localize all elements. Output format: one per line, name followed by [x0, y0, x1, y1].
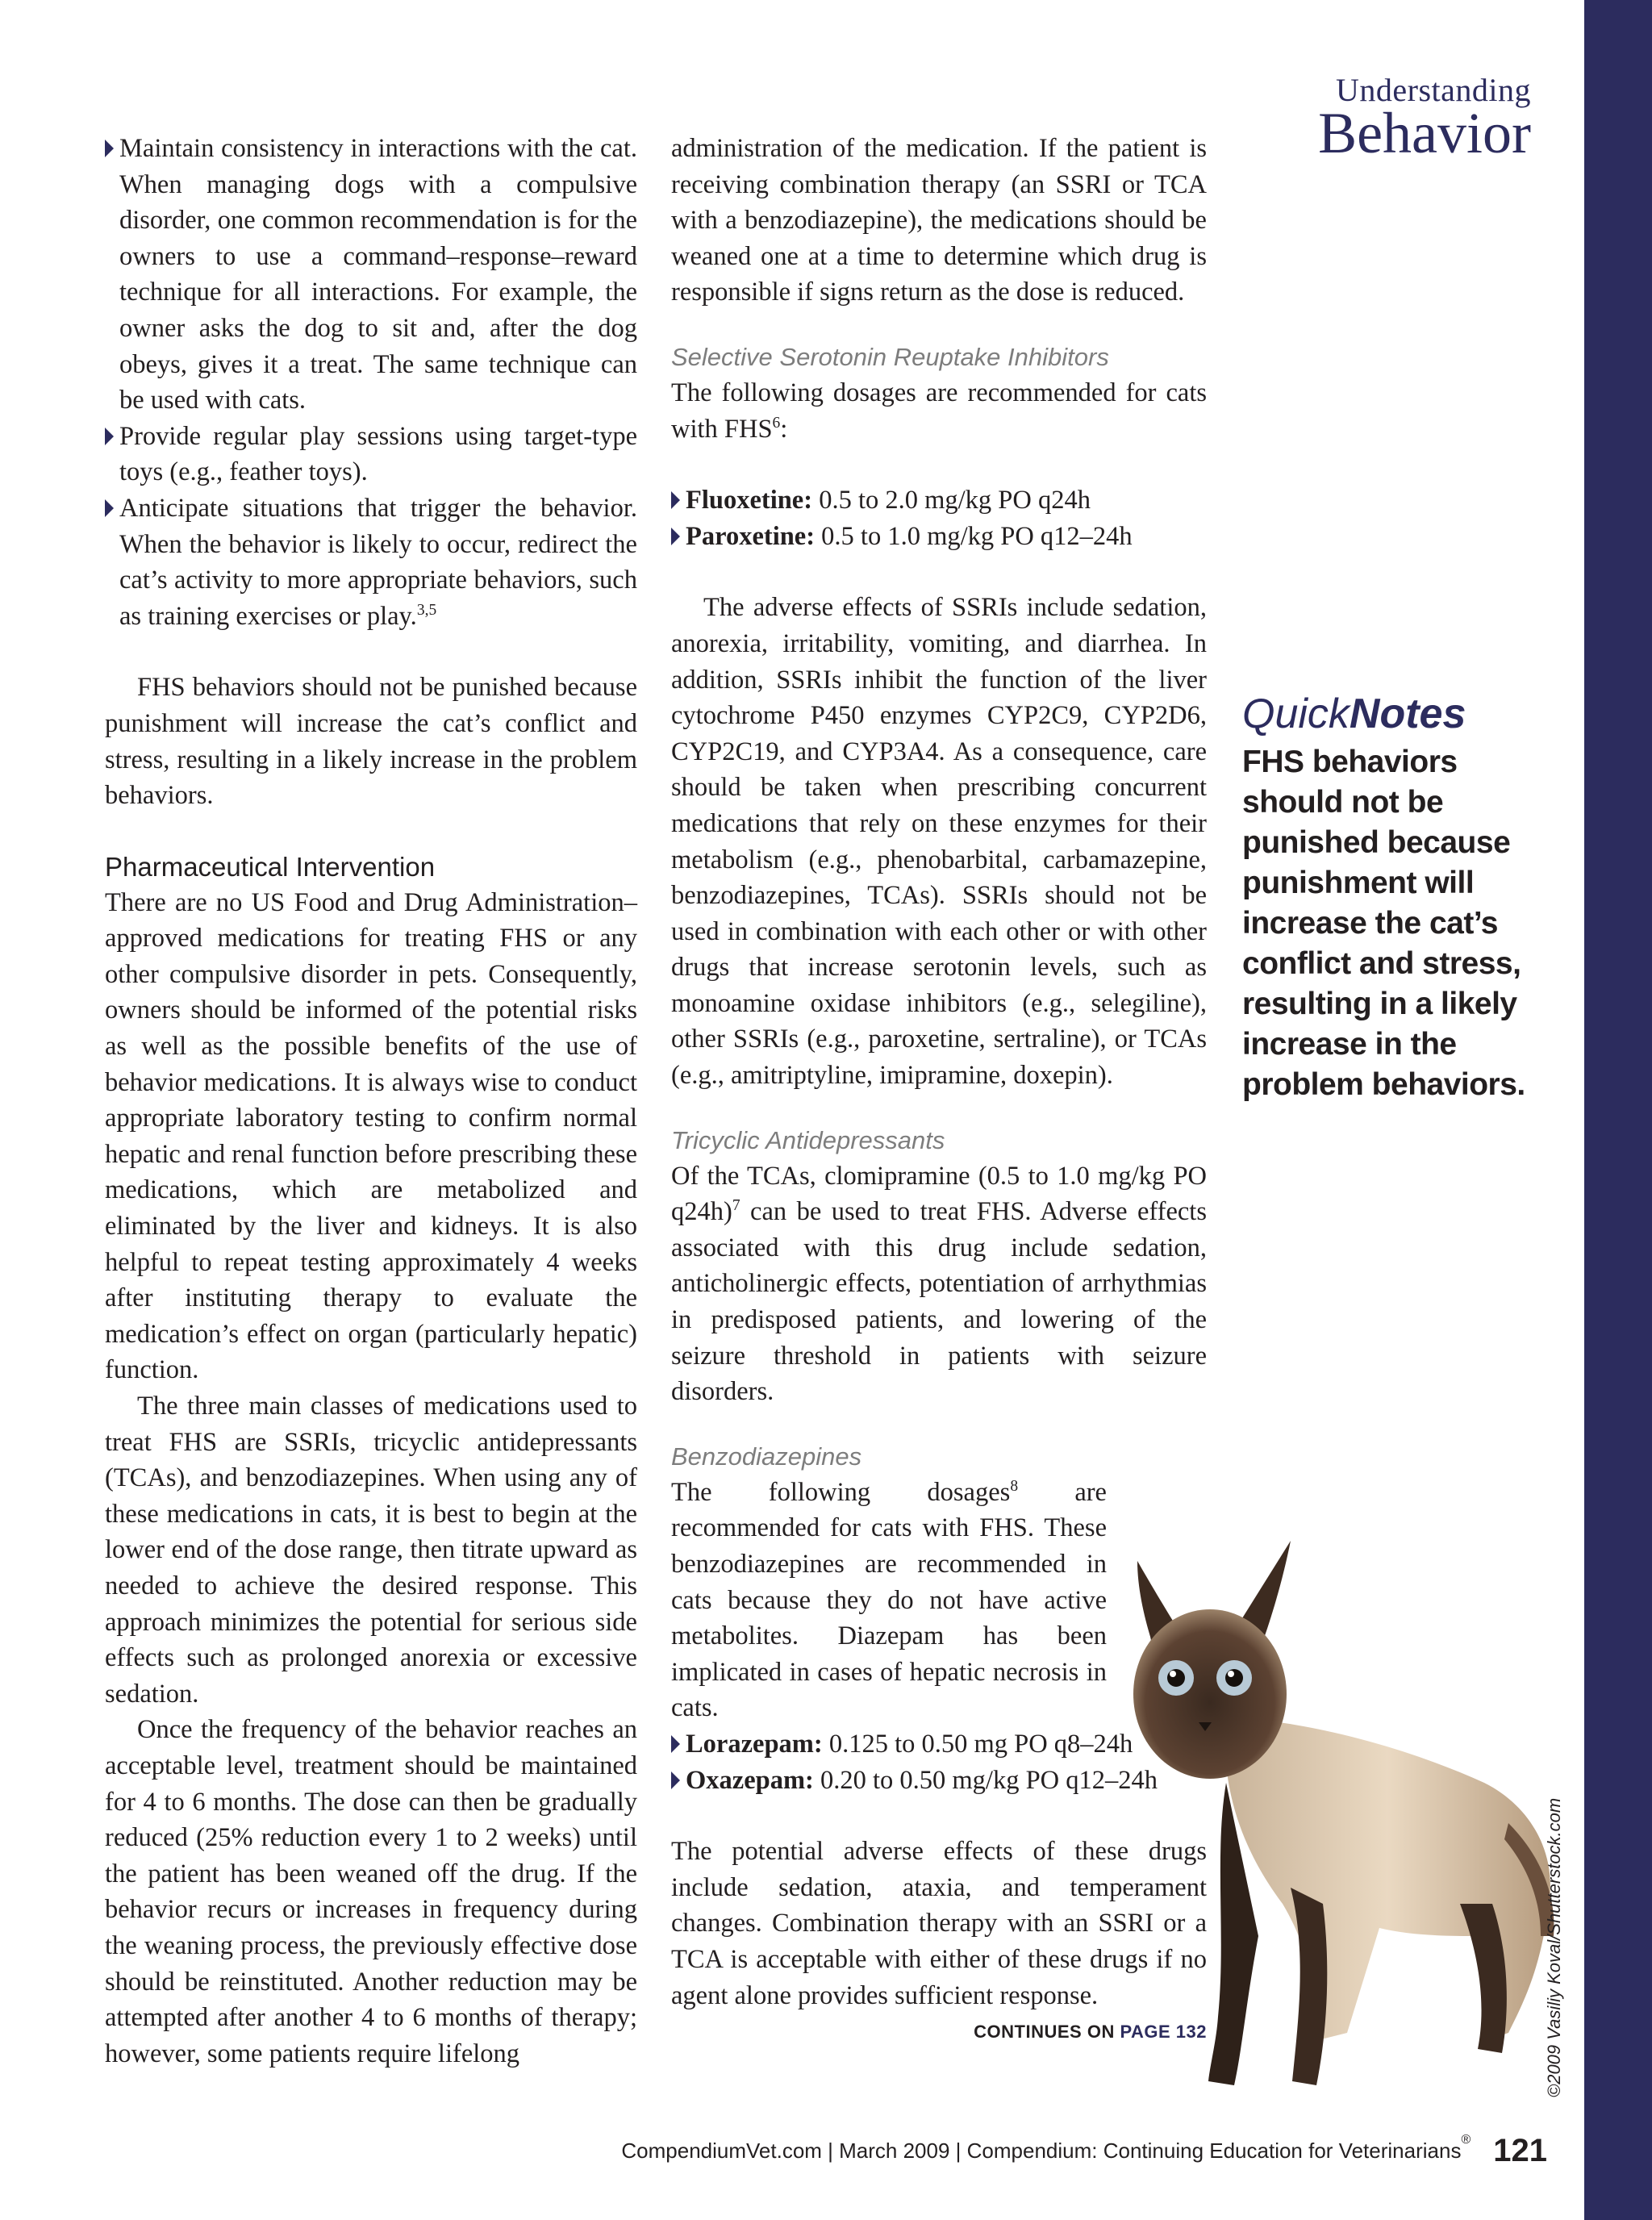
list-item: Paroxetine: 0.5 to 1.0 mg/kg PO q12–24h: [671, 519, 1207, 555]
arrow-bullet-icon: [671, 1771, 680, 1789]
dosage-list: [671, 482, 1207, 554]
quick-notes-box: [1242, 686, 1549, 1105]
quick-notes-body: FHS behaviors should not be punished because punishment will increase the cat’s conflict and stress, resulting in a likely increase in the problem behaviors.: [1242, 745, 1525, 1102]
list-item: Oxazepam: 0.20 to 0.50 mg/kg PO q12–24h: [671, 1763, 1207, 1799]
column-left: [105, 131, 637, 2072]
paragraph: Once the frequency of the behavior reaches an acceptable level, treatment should be maintained for 4 to 6 months. The dose can then be gradually reduced (25% reduction every 1 to 2 weeks) until the patient has been weaned off the drug. If the behavior recurs or increases in frequency during the weaning process, the previously effective dose should be reinstituted. Another reduction may be attempted after another 4 to 6 months of therapy; however, some patients require lifelong: [105, 1715, 637, 2068]
reference-marker: 3,5: [416, 601, 437, 619]
arrow-bullet-icon: [105, 428, 114, 445]
arrow-bullet-icon: [105, 140, 114, 157]
subsection-heading: Tricyclic Antidepressants: [671, 1125, 945, 1154]
paragraph: The adverse effects of SSRIs include sedation, anorexia, irritability, vomiting, and diarrhea. In addition, SSRIs inhibit the function of the liver cytochrome P450 enzymes CYP2C9, CYP2D6, CYP2C19, and CYP3A4. As a consequence, care should be taken when prescribing concurrent medications that rely on these enzymes for their metabolism (e.g., phenobarbital, carbamazepine, benzodiazepines, TCAs). SSRIs should not be used in combination with each other or with other drugs that increase serotonin levels, such as monoamine oxidase inhibitors (e.g., selegiline), other SSRIs (e.g., paroxetine, sertraline), or TCAs (e.g., amitriptyline, imipramine, doxepin).: [671, 593, 1207, 1091]
reference-marker: 8: [1010, 1477, 1019, 1495]
paragraph: Of the TCAs, clomipramine (0.5 to 1.0 mg/kg PO q24h)$^7$ can be used to treat FHS. Adverse effects associated with this drug include sedation, anticholinergic effects, potentiation of arrhythmias in predisposed patients, and lowering of the seizure threshold in patients with seizure disorders.: [671, 1161, 1207, 1407]
paragraph: The following dosages are recommended for cats with FHS$^6$:: [671, 378, 1207, 444]
reference-marker: 7: [732, 1197, 740, 1215]
arrow-bullet-icon: [671, 491, 680, 509]
paragraph: FHS behaviors should not be punished because punishment will increase the cat’s conflict and stress, resulting in a likely increase in the problem behaviors.: [105, 673, 637, 811]
paragraph: administration of the medication. If the patient is receiving combination therapy (an SSRI or TCA with a benzodiazepine), the medications should be weaned one at a time to determine which drug is responsible if signs return as the dose is reduced.: [671, 134, 1207, 307]
continues-note: CONTINUES ON PAGE 132: [974, 2022, 1207, 2043]
footer-text: CompendiumVet.com | March 2009 | Compendium: Continuing Education for Veterinarians: [621, 2139, 1462, 2163]
list-item: Fluoxetine: 0.5 to 2.0 mg/kg PO q24h: [671, 482, 1207, 519]
paragraph: The potential adverse effects of these drugs include sedation, ataxia, and temperament changes. Combination therapy with an SSRI or a TCA is acceptable with either of these drugs if no agent alone provides sufficient response.: [671, 1837, 1207, 2010]
paragraph: There are no US Food and Drug Administration–approved medications for treating FHS or any other compulsive disorder in pets. Consequently, owners should be informed of the potential risks as well as the possible benefits of the use of behavior medications. It is always wise to conduct appropriate laboratory testing to confirm normal hepatic and renal function before prescribing these medications, which are metabolized and eliminated by the liver and kidneys. It is also helpful to repeat testing approximately 4 weeks after instituting therapy to evaluate the medication’s effect on organ (particularly hepatic) function.: [105, 887, 637, 1385]
quick-notes-title: QuickNotes: [1242, 691, 1466, 737]
recommendation-list: [105, 131, 637, 634]
subsection-heading: Benzodiazepines: [671, 1442, 862, 1471]
section-header-title: Behavior: [1318, 101, 1531, 165]
page-footer: [621, 2133, 1547, 2169]
arrow-bullet-icon: [105, 499, 114, 517]
list-item: Maintain consistency in interactions with the cat. When managing dogs with a compulsive disorder, one common recommendation is for the owners to use a command–response–reward technique for all interactions. For example, the owner asks the dog to sit and, after the dog obeys, gives it a treat. The same technique can be used with cats.: [105, 131, 637, 419]
section-header-sub: Understanding: [1335, 72, 1531, 108]
page-edge-bar: [1584, 0, 1652, 2220]
list-item: Lorazepam: 0.125 to 0.50 mg PO q8–24h: [671, 1726, 1207, 1763]
paragraph: The following dosages$^8$ are recommended for cats with FHS. These benzodiazepines are recommended in cats because they do not have active metabolites. Diazepam has been implicated in cases of hepatic necrosis in cats.: [671, 1477, 1107, 1723]
registered-mark: ®: [1461, 2133, 1471, 2147]
arrow-bullet-icon: [671, 1735, 680, 1753]
siamese-cat-photo: [1105, 1517, 1573, 2097]
page-number: 121: [1493, 2133, 1547, 2168]
subsection-heading: Selective Serotonin Reuptake Inhibitors: [671, 342, 1109, 371]
paragraph: The three main classes of medications used to treat FHS are SSRIs, tricyclic antidepressants (TCAs), and benzodiazepines. When using any of these medications in cats, it is best to begin at the lower end of the dose range, then titrate upward as needed to achieve the desired response. This approach minimizes the potential for serious side effects such as prolonged anorexia or excessive sedation.: [105, 1392, 637, 1709]
photo-credit: ©2009 Vasiliy Koval/Shutterstock.com: [1544, 1797, 1564, 2097]
list-item: Anticipate situations that trigger the behavior. When the behavior is likely to occur, redirect the cat’s activity to more appropriate behaviors, such as training exercises or play.$^{3,5}$: [105, 490, 637, 634]
reference-marker: 6: [772, 414, 781, 432]
list-item: Provide regular play sessions using target-type toys (e.g., feather toys).: [105, 419, 637, 490]
section-heading: Pharmaceutical Intervention: [105, 851, 436, 882]
arrow-bullet-icon: [671, 528, 680, 545]
section-header: [1318, 72, 1531, 165]
